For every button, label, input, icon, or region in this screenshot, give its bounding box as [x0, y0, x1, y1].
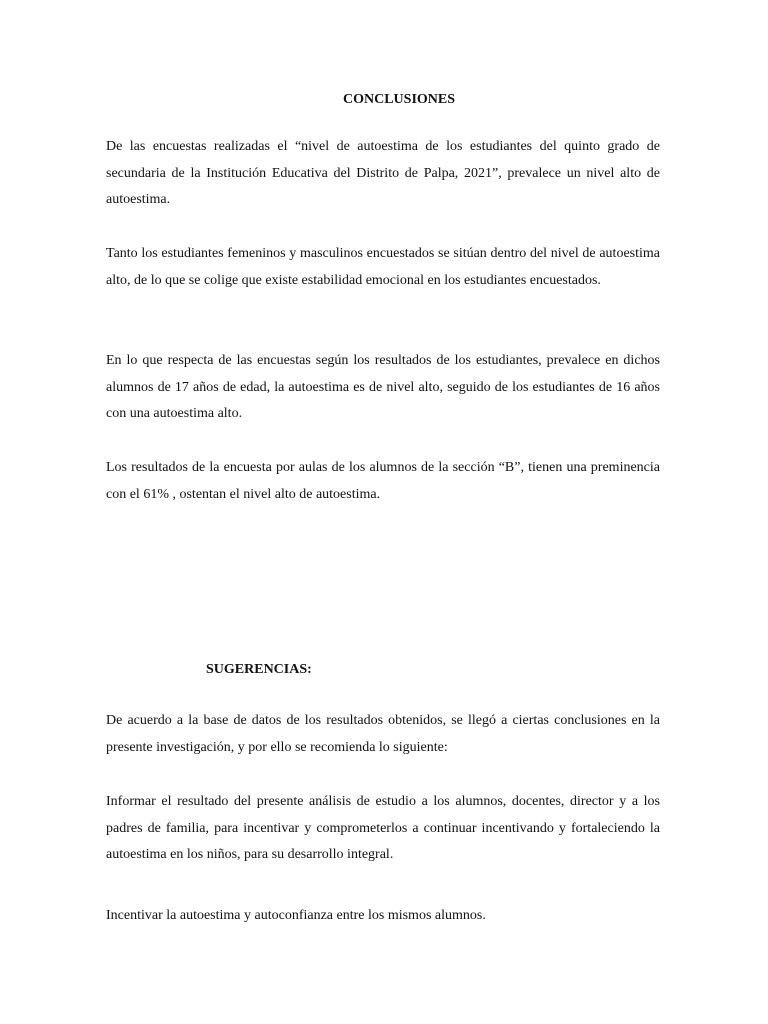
conclusiones-paragraph-3: En lo que respecta de las encuestas según los resultados de los estudiantes, prevalece en dichos alumnos de 17 años de edad, la autoestima es de nivel alto, seguido de los estudiantes de 16 años con una autoestima alto.: [106, 353, 660, 422]
sugerencias-paragraph-3: Incentivar la autoestima y autoconfianza entre los mismos alumnos.: [106, 908, 486, 923]
conclusiones-paragraph-2: Tanto los estudiantes femeninos y masculinos encuestados se sitúan dentro del nivel de autoestima alto, de lo que se colige que existe estabilidad emocional en los estudiantes encuestados.: [106, 246, 660, 288]
conclusiones-paragraph-4: Los resultados de la encuesta por aulas de los alumnos de la sección “B”, tienen una preminencia con el 61% , ostentan el nivel alto de autoestima.: [106, 460, 660, 502]
sugerencias-paragraph-1: De acuerdo a la base de datos de los resultados obtenidos, se llegó a ciertas conclusiones en la presente investigación, y por ello se recomienda lo siguiente:: [106, 713, 660, 755]
sugerencias-heading: SUGERENCIAS:: [206, 662, 312, 677]
conclusiones-heading: CONCLUSIONES: [342, 92, 456, 107]
conclusiones-paragraph-1: De las encuestas realizadas el “nivel de autoestima de los estudiantes del quinto grado de secundaria de la Institución Educativa del Distrito de Palpa, 2021”, prevalece un nivel alto de autoestima.: [106, 139, 660, 208]
sugerencias-paragraph-2: Informar el resultado del presente análisis de estudio a los alumnos, docentes, director y a los padres de familia, para incentivar y comprometerlos a continuar incentivando y fortaleciendo la autoestima en los niños, para su desarrollo integral.: [106, 794, 660, 863]
